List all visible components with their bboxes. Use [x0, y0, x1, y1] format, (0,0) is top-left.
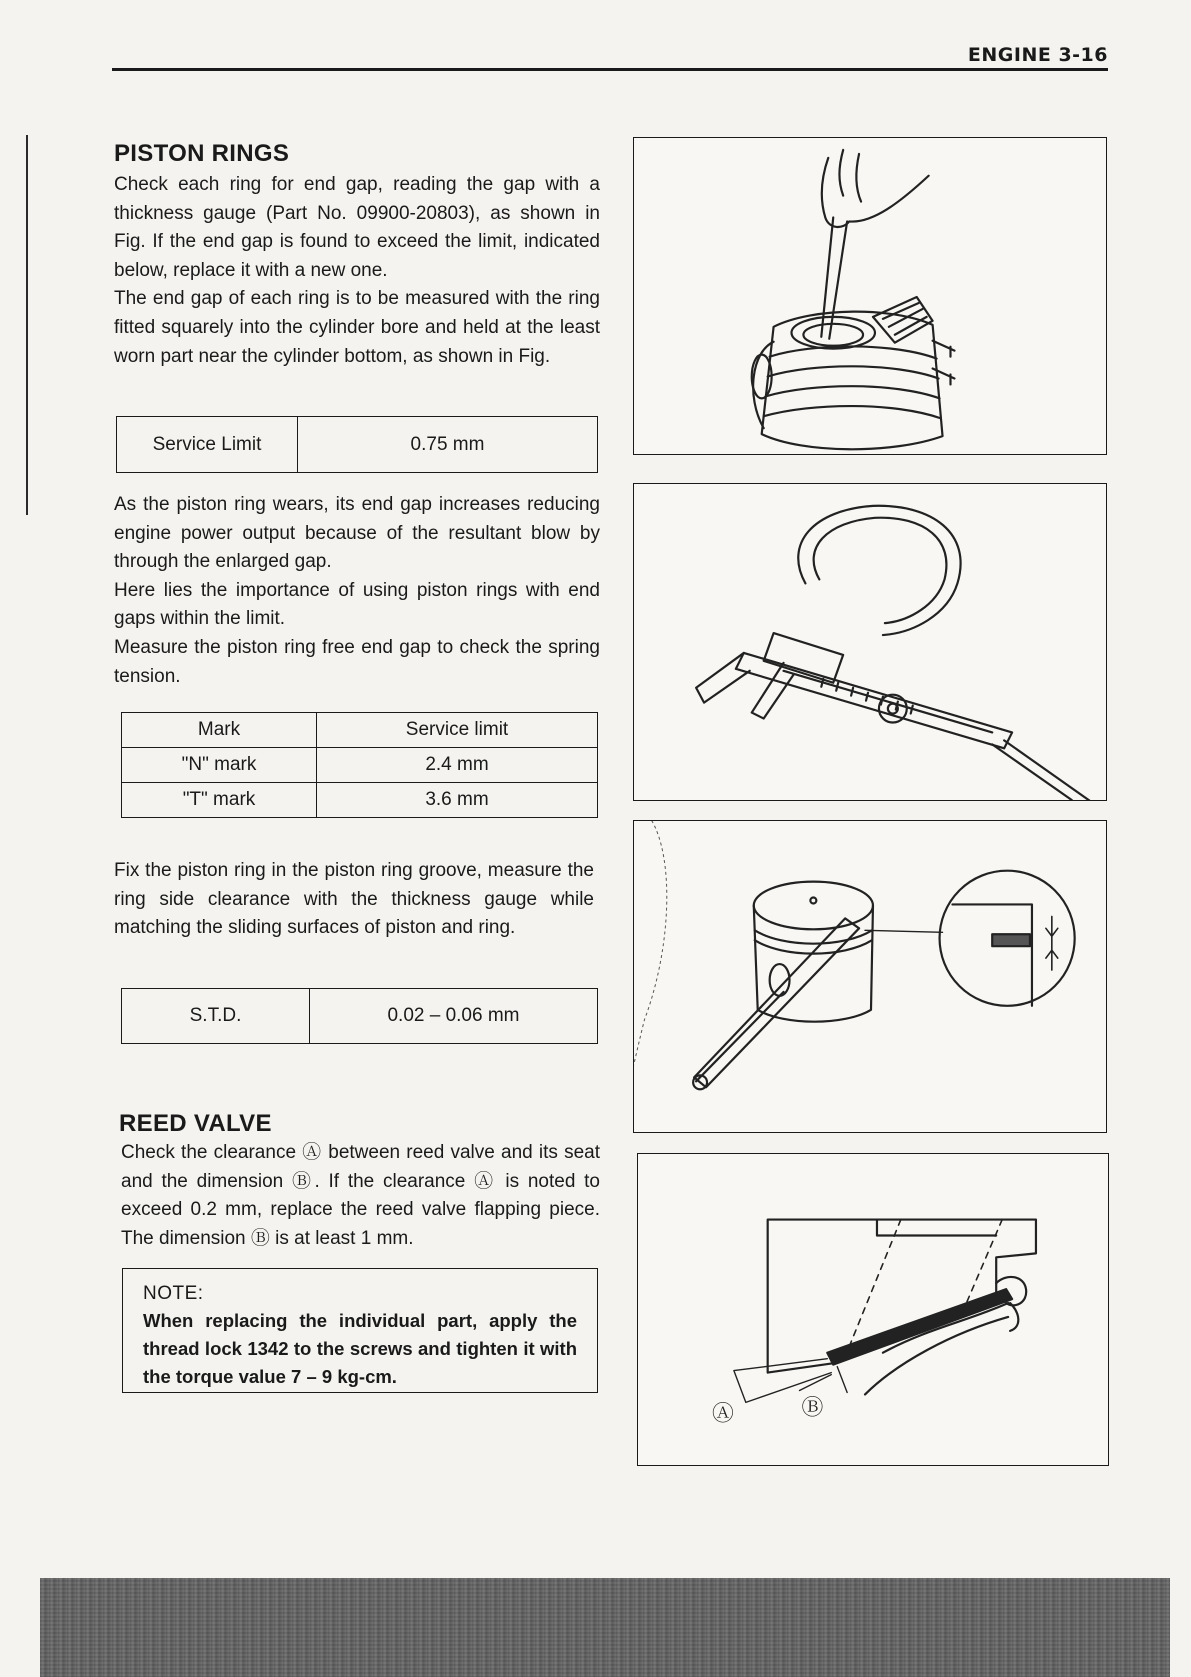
std-label: S.T.D. [122, 989, 310, 1044]
free-end-gap-table [121, 712, 598, 818]
cylinder-gauge-illustration [634, 138, 1106, 454]
piston-gauge-illustration [634, 821, 1106, 1132]
piston-rings-para-1: Check each ring for end gap, reading the gap with a thickness gauge (Part No. 09900-20803), as shown in Fig. If the end gap is found to exceed the limit, indicated below, replace it with a new one. [114, 174, 600, 281]
std-value: 0.02 – 0.06 mm [310, 989, 598, 1044]
page-header-title: ENGINE 3-16 [967, 44, 1108, 66]
service-limit-label: Service Limit [117, 417, 298, 473]
piston-rings-para-6: Fix the piston ring in the piston ring groove, measure the ring side clearance with the thickness gauge while matching the sliding surfaces of piston and ring. [114, 860, 594, 939]
table-header-service-limit: Service limit [317, 713, 598, 748]
table-header-mark: Mark [122, 713, 317, 748]
figure-label-a: Ⓐ [712, 1401, 734, 1427]
piston-rings-para-3: As the piston ring wears, its end gap increases reducing engine power output because of the resultant blow by through the enlarged gap. [114, 494, 600, 573]
reed-valve-heading: REED VALVE [119, 1110, 272, 1137]
piston-rings-para-5: Measure the piston ring free end gap to check the spring tension. [114, 636, 600, 687]
table-cell-limit: 3.6 mm [317, 783, 598, 818]
figure-reed-valve [637, 1153, 1109, 1466]
binding-margin-line [26, 135, 28, 515]
scan-footer-band [40, 1578, 1170, 1677]
note-title: NOTE: [143, 1283, 204, 1304]
piston-rings-para-2: The end gap of each ring is to be measured with the ring fitted squarely into the cylinder bore and held at the least worn part near the cylinder bottom, as shown in Fig. [114, 288, 600, 367]
figure-label-b: Ⓑ [801, 1395, 824, 1421]
piston-rings-heading: PISTON RINGS [114, 140, 290, 167]
end-gap-text-block [114, 491, 600, 691]
caliper-illustration [634, 484, 1106, 800]
table-cell-limit: 2.4 mm [317, 748, 598, 783]
reed-valve-text-block [121, 1139, 600, 1253]
piston-rings-para-4: Here lies the importance of using piston rings with end gaps within the limit. [114, 579, 600, 630]
note-body: When replacing the individual part, apply the thread lock 1342 to the screws and tighten it with the torque value 7 – 9 kg-cm. [143, 1310, 577, 1387]
table-cell-mark: "N" mark [122, 748, 317, 783]
figure-ring-in-cylinder [633, 137, 1107, 455]
figure-caliper-free-gap [633, 483, 1107, 801]
service-limit-table [116, 416, 598, 473]
note-box [122, 1268, 598, 1393]
reed-valve-illustration [638, 1154, 1108, 1465]
header-rule [112, 68, 1108, 71]
table-cell-mark: "T" mark [122, 783, 317, 818]
service-limit-value: 0.75 mm [298, 417, 598, 473]
table-row [122, 748, 598, 783]
std-clearance-table [121, 988, 598, 1044]
piston-rings-text-block [114, 171, 600, 371]
reed-valve-para-1: Check the clearance Ⓐ between reed valve and its seat and the dimension Ⓑ. If the clearance Ⓐ is noted to exceed 0.2 mm, replace the reed valve flapping piece. The dimension Ⓑ is at least 1 mm. [121, 1142, 600, 1249]
table-row [122, 783, 598, 818]
figure-ring-side-clearance [633, 820, 1107, 1133]
side-clearance-text-block [114, 857, 594, 943]
